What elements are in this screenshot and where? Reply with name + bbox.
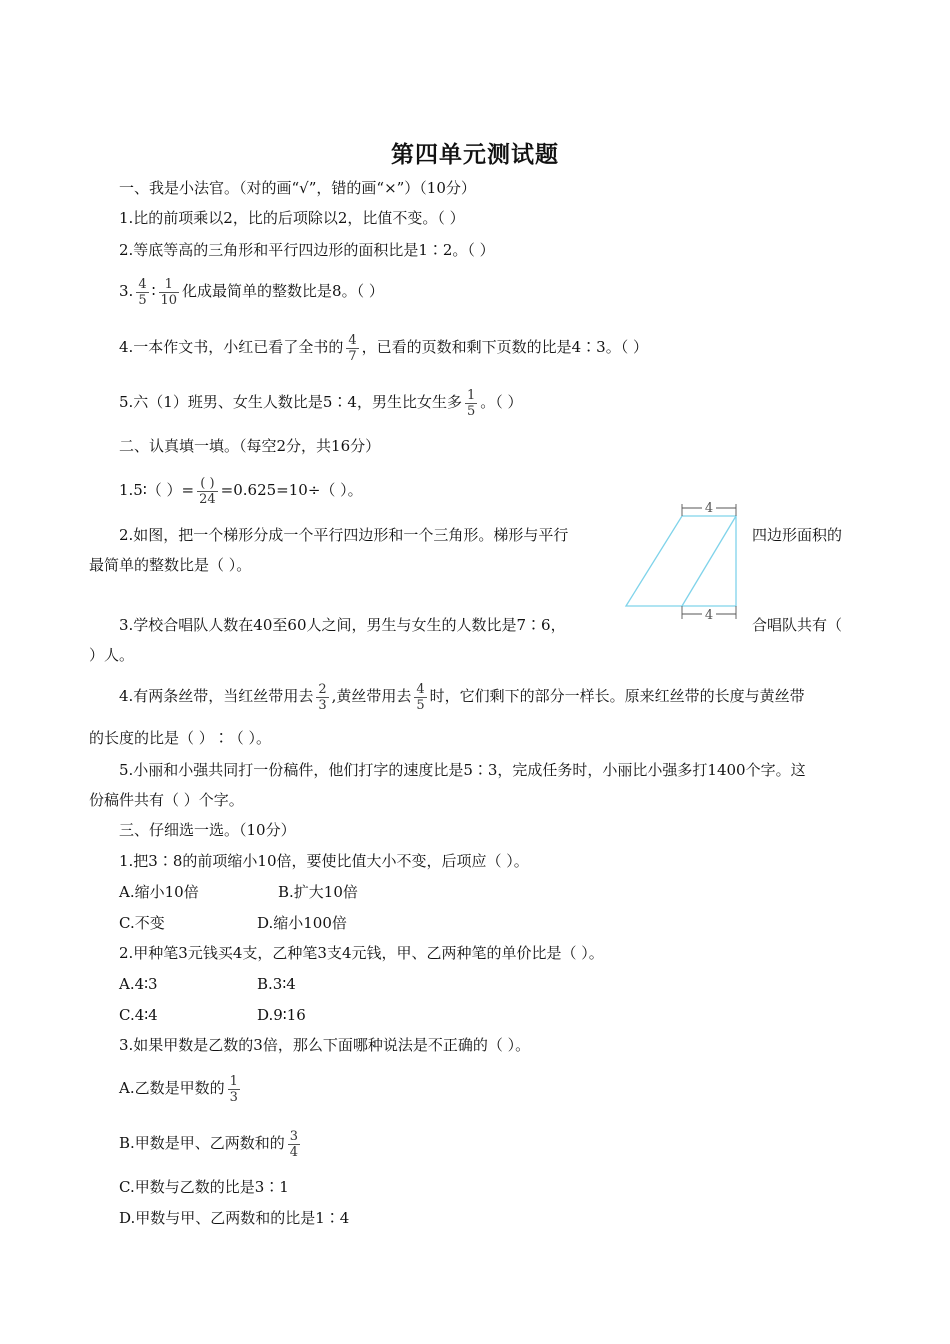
section3-q3-option-d: D.甲数与甲、乙两数和的比是1∶4 (119, 1209, 350, 1227)
section2-q4-line1 (119, 676, 805, 716)
section3-q1-option-b: B.扩大10倍 (278, 883, 358, 901)
section2-q5-line1: 5.小丽和小强共同打一份稿件，他们打字的速度比是5∶3，完成任务时，小丽比小强多打1400个字。这 (119, 761, 806, 779)
section2-q2-line1b: 四边形面积的 (752, 526, 843, 544)
section1-q1: 1.比的前项乘以2，比的后项除以2，比值不变。（ ） (119, 209, 465, 227)
trapezoid-outline (626, 516, 736, 606)
fraction (414, 682, 426, 713)
section2-q2-line2: 最简单的整数比是（ ）。 (89, 556, 252, 574)
s2q1-suffix: =0.625=10÷（ ）。 (220, 481, 363, 499)
section3-q3-option-b (119, 1123, 303, 1163)
numerator: 4 (348, 332, 357, 348)
trapezoid-figure (622, 498, 744, 628)
trapezoid-diagram (622, 498, 744, 628)
section3-q2-option-b: B.3∶4 (257, 975, 296, 993)
fraction (228, 1074, 240, 1105)
numerator: 1 (466, 387, 476, 403)
section2-q3-line2: ）人。 (89, 646, 135, 664)
section3-q2-option-c: C.4∶4 (119, 1006, 158, 1024)
fraction (197, 476, 218, 507)
q3-suffix: 化成最简单的整数比是8。（ ） (182, 282, 384, 300)
section3-q3-option-c: C.甲数与乙数的比是3∶1 (119, 1178, 289, 1196)
section2-q5-line2: 份稿件共有（ ）个字。 (89, 791, 244, 809)
option-b-text: B.甲数是甲、乙两数和的 (119, 1134, 285, 1152)
section2-heading: 二、认真填一填。（每空2分，共16分） (119, 437, 381, 455)
denominator: 10 (160, 292, 178, 308)
section1-heading: 一、我是小法官。（对的画“√”，错的画“×”）（10分） (119, 179, 476, 197)
section1-q3 (119, 271, 384, 311)
section3-q1-option-d: D.缩小100倍 (257, 914, 347, 932)
numerator: 3 (289, 1128, 299, 1144)
page-title: 第四单元测试题 (391, 141, 559, 168)
denominator: 5 (138, 292, 147, 308)
q3-prefix: 3. (119, 282, 134, 300)
denominator: 7 (348, 348, 357, 364)
section3-q2-stem: 2.甲种笔3元钱买4支，乙种笔3支4元钱，甲、乙两种笔的单价比是（ ）。 (119, 944, 604, 962)
s2q1-prefix: 1.5∶（ ）= (119, 481, 195, 499)
denominator: 3 (318, 697, 327, 713)
s2q4-suffix: 时，它们剩下的部分一样长。原来红丝带的长度与黄丝带 (429, 687, 805, 705)
section2-q3-line1: 3.学校合唱队人数在40至60人之间，男生与女生的人数比是7∶6， (119, 616, 566, 634)
numerator: 4 (416, 681, 425, 697)
section2-q1 (119, 470, 363, 510)
numerator: 4 (138, 276, 147, 292)
section3-heading: 三、仔细选一选。（10分） (119, 821, 296, 839)
top-length-label: 4 (704, 501, 714, 516)
bottom-length-label: 4 (704, 608, 714, 623)
section1-q2: 2.等底等高的三角形和平行四边形的面积比是1∶2。（ ） (119, 241, 495, 259)
s2q4-prefix: 4.有两条丝带，当红丝带用去 (119, 687, 314, 705)
fraction (346, 333, 358, 364)
section1-q4 (119, 327, 648, 367)
section2-q3-line1b: 合唱队共有（ (752, 616, 843, 634)
section2-q2-line1: 2.如图，把一个梯形分成一个平行四边形和一个三角形。梯形与平行 (119, 526, 569, 544)
denominator: 4 (289, 1144, 299, 1160)
numerator: ( ) (200, 475, 215, 491)
numerator: 1 (229, 1073, 238, 1089)
fraction (465, 388, 477, 419)
section3-q1-stem: 1.把3∶8的前项缩小10倍，要使比值大小不变，后项应（ ）。 (119, 852, 529, 870)
section2-q4-line2: 的长度的比是（ ）∶（ ）。 (89, 729, 272, 747)
section3-q2-option-d: D.9∶16 (257, 1006, 306, 1024)
q5-prefix: 5.六（1）班男、女生人数比是5∶4，男生比女生多 (119, 393, 462, 411)
section1-q5 (119, 382, 523, 422)
q4-prefix: 4.一本作文书，小红已看了全书的 (119, 338, 344, 356)
section3-q3-option-a (119, 1068, 243, 1108)
ratio-separator: ∶ (151, 282, 156, 300)
fraction (136, 277, 148, 308)
fraction (159, 277, 180, 308)
fraction (288, 1129, 300, 1160)
dividing-line (682, 516, 736, 606)
denominator: 24 (199, 491, 216, 507)
fraction (316, 682, 328, 713)
q4-suffix: ，已看的页数和剩下页数的比是4∶3。（ ） (361, 338, 648, 356)
denominator: 5 (416, 697, 425, 713)
section3-q2-option-a: A.4∶3 (119, 975, 158, 993)
section3-q3-stem: 3.如果甲数是乙数的3倍，那么下面哪种说法是不正确的（ ）。 (119, 1036, 531, 1054)
numerator: 2 (318, 681, 327, 697)
section3-q1-option-c: C.不变 (119, 914, 165, 932)
denominator: 5 (466, 403, 476, 419)
s2q4-mid: ,黄丝带用去 (331, 687, 412, 705)
section3-q1-option-a: A.缩小10倍 (119, 883, 199, 901)
numerator: 1 (164, 276, 173, 292)
denominator: 3 (229, 1089, 238, 1105)
q5-suffix: 。（ ） (480, 393, 523, 411)
option-a-text: A.乙数是甲数的 (119, 1079, 225, 1097)
